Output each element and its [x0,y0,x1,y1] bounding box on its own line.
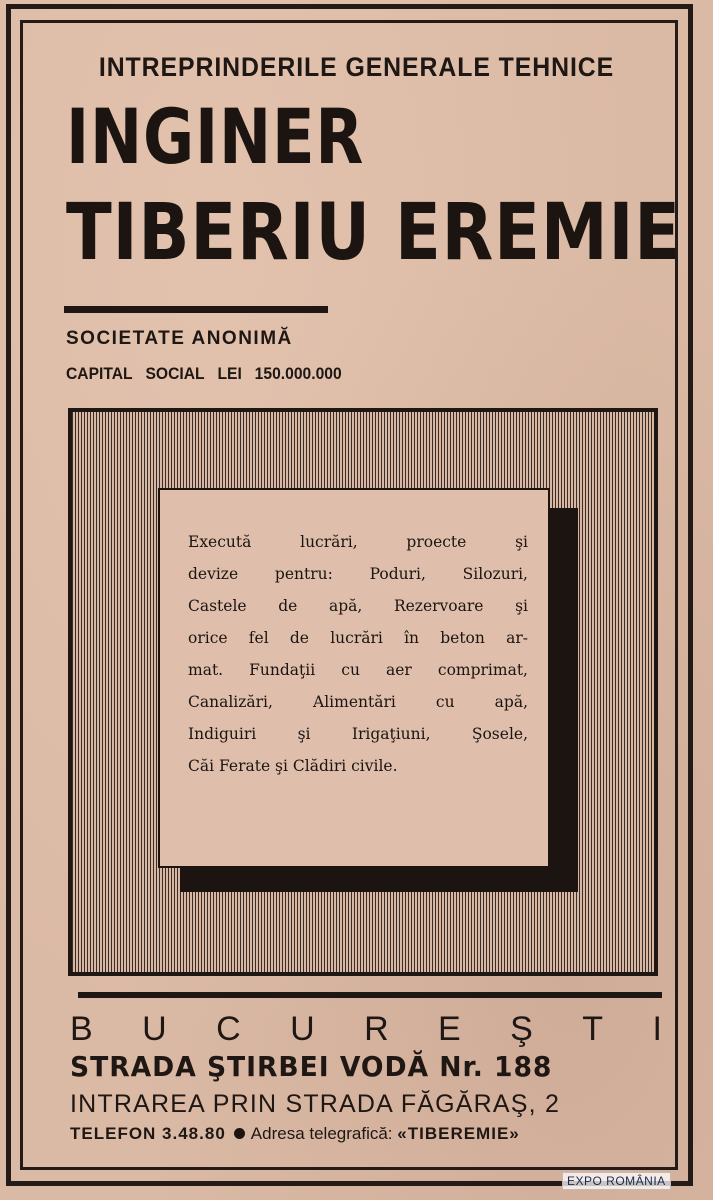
services-line-7: Indiguiri şi Irigaţiuni, Şosele, [188,725,528,743]
capital-word-2: SOCIAL [145,364,205,383]
city-letter: Ş [510,1010,533,1048]
contact-line [70,1124,520,1144]
capital-line [66,364,355,384]
city-letter: R [364,1010,389,1048]
city-letter: E [438,1010,461,1048]
services-line-2: devize pentru: Poduri, Silozuri, [188,565,528,583]
title-line-2: TIBERIU EREMIE [66,188,681,278]
city-letter: B [70,1010,93,1048]
watermark-logo: EXPO ROMÂNIA [562,1172,671,1190]
entrance-address: INTRAREA PRIN STRADA FĂGĂRAŞ, 2 [70,1090,561,1118]
services-line-4: orice fel de lucrări în beton ar- [188,629,528,647]
telegraph-label: Adresa telegrafică: [250,1124,393,1143]
services-text [188,526,528,782]
capital-word-1: CAPITAL [66,364,133,383]
capital-amount: 150.000.000 [254,364,342,383]
title-line-1: INGINER [66,92,365,181]
title-underline [64,306,328,313]
telegraph-address: «TIBEREMIE» [397,1124,520,1143]
services-line-5: mat. Fundaţii cu aer comprimat, [188,661,528,679]
services-line-3: Castele de apă, Rezervoare şi [188,597,528,615]
city-letter: U [142,1010,167,1048]
services-line-1: Execută lucrări, proecte şi [188,533,528,551]
street-address: STRADA ŞTIRBEI VODĂ Nr. 188 [70,1050,553,1083]
city-letter: U [290,1010,315,1048]
address-rule [78,992,662,998]
services-line-6: Canalizări, Alimentări cu apă, [188,693,528,711]
city-letter: I [652,1010,662,1048]
bullet-icon [234,1128,245,1139]
city-letter: C [216,1010,241,1048]
company-heading: INTREPRINDERILE GENERALE TEHNICE [98,52,615,82]
services-line-8: Căi Ferate şi Clădiri civile. [188,757,398,775]
society-type: SOCIETATE ANONIMĂ [66,328,293,349]
phone-number: TELEFON 3.48.80 [70,1124,226,1143]
city-letter: T [582,1010,604,1048]
capital-word-3: LEI [217,364,242,383]
city-name [70,1010,662,1049]
